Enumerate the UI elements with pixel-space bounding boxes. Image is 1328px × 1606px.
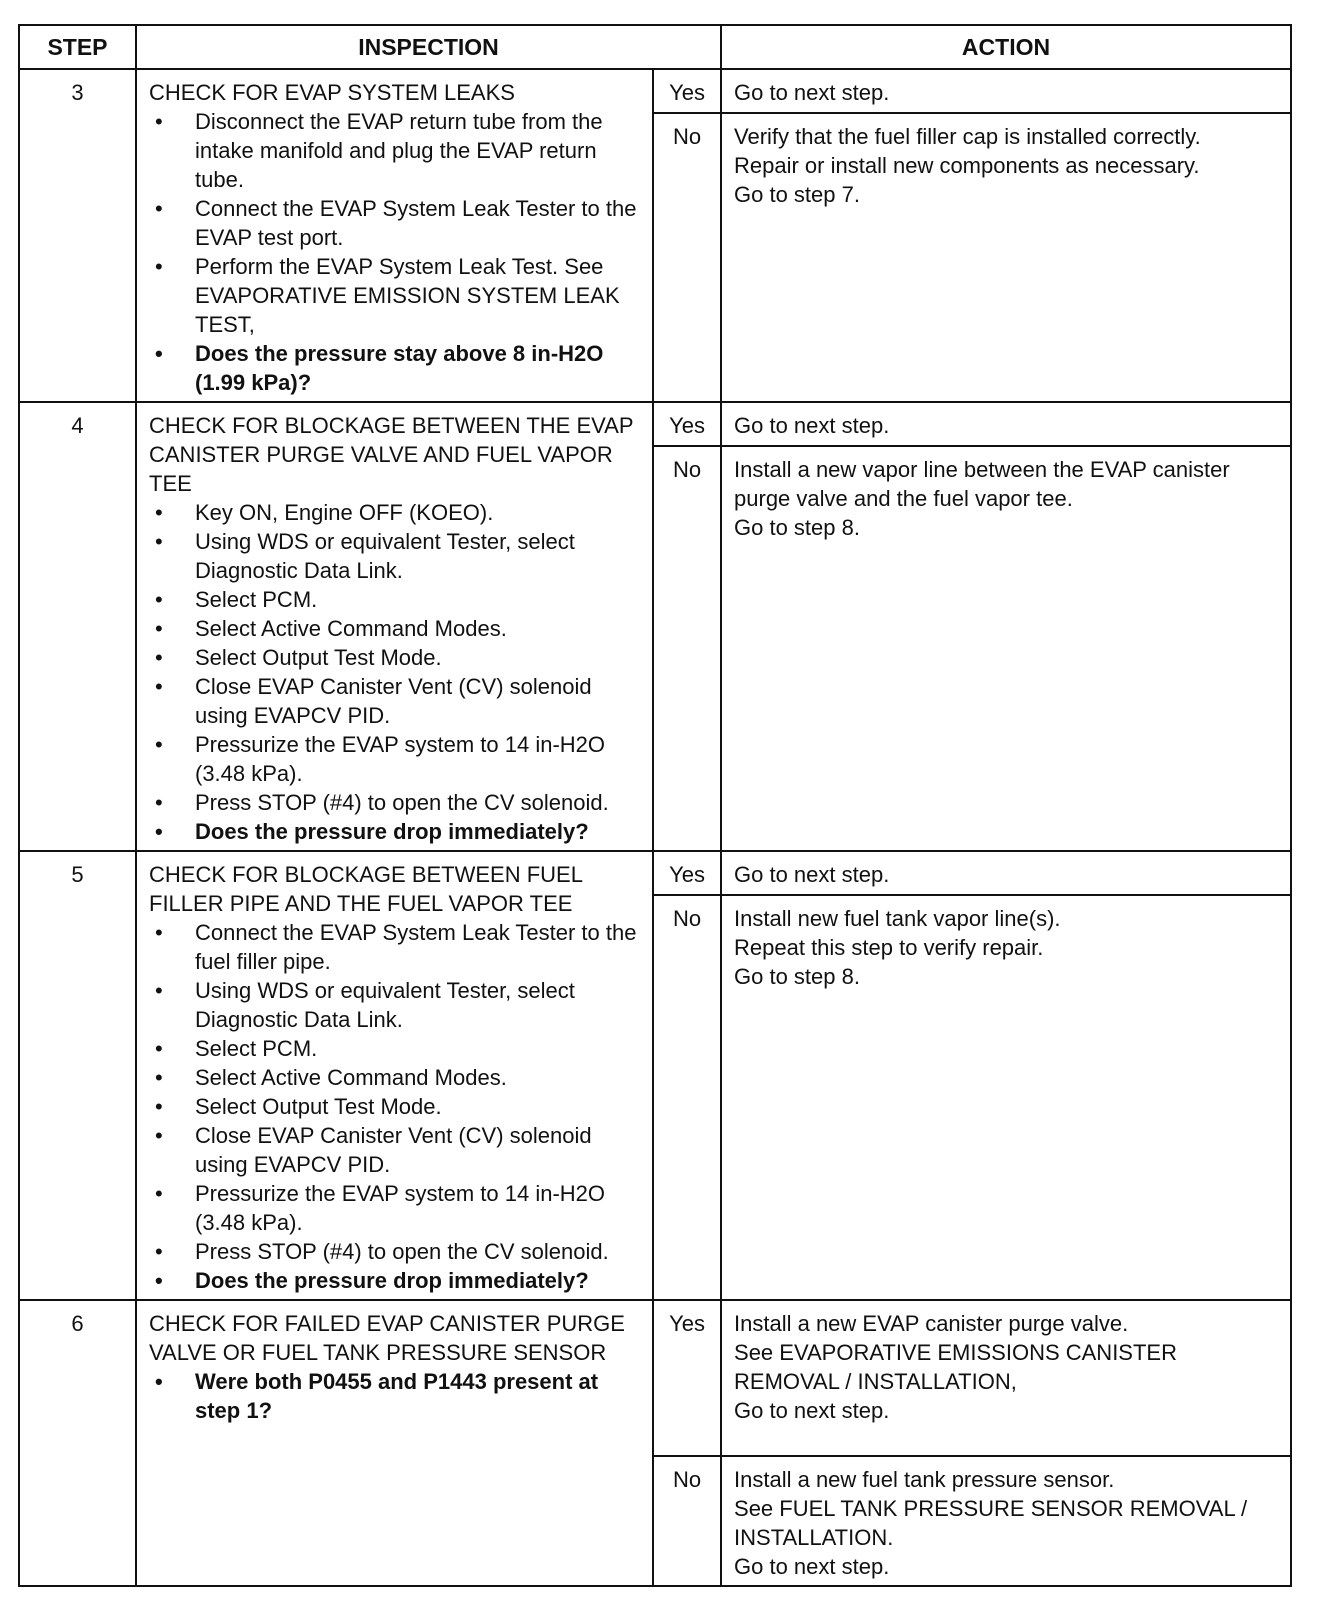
- table-row: [19, 69, 1291, 113]
- action-line: Go to next step.: [734, 80, 890, 105]
- action-line: Go to step 7.: [734, 182, 860, 208]
- step-number: 5: [19, 851, 136, 1300]
- inspection-bullet: • Using WDS or equivalent Tester, select Diagnostic Data Link.: [149, 527, 644, 585]
- action-line: Go to step 8.: [734, 964, 860, 990]
- action-line: See EVAPORATIVE EMISSIONS CANISTER REMOVAL / INSTALLATION,: [734, 1340, 1177, 1394]
- diagnostic-table: [18, 24, 1292, 1587]
- action-line: Repeat this step to verify repair.: [734, 935, 1044, 961]
- header-action: ACTION: [721, 25, 1291, 69]
- action-line: Go to next step.: [734, 1398, 890, 1423]
- inspection-bullet: • Disconnect the EVAP return tube from the intake manifold and plug the EVAP return tube.: [149, 107, 644, 194]
- action-line: Install a new vapor line between the EVAP canister purge valve and the fuel vapor tee.: [734, 457, 1230, 512]
- no-label: No: [653, 113, 721, 402]
- action-line: See FUEL TANK PRESSURE SENSOR REMOVAL / INSTALLATION.: [734, 1496, 1248, 1550]
- inspection-bullet: • Does the pressure drop immediately?: [149, 817, 644, 846]
- table-row: [19, 851, 1291, 895]
- action-line: Go to next step.: [734, 1554, 890, 1579]
- yes-label: Yes: [653, 402, 721, 446]
- no-action: [721, 895, 1291, 1300]
- inspection-bullets: [149, 1367, 644, 1425]
- no-action: [721, 446, 1291, 851]
- yes-label: Yes: [653, 1300, 721, 1456]
- no-action: [721, 1456, 1291, 1586]
- inspection-cell: [136, 402, 653, 851]
- inspection-bullet: • Select Output Test Mode.: [149, 643, 644, 672]
- step-number: 6: [19, 1300, 136, 1586]
- inspection-cell: [136, 69, 653, 402]
- action-line: Verify that the fuel filler cap is installed correctly.: [734, 124, 1201, 150]
- inspection-bullet: • Connect the EVAP System Leak Tester to the fuel filler pipe.: [149, 918, 644, 976]
- table-row: [19, 1300, 1291, 1456]
- inspection-title: CHECK FOR BLOCKAGE BETWEEN THE EVAP CANISTER PURGE VALVE AND FUEL VAPOR TEE: [149, 413, 634, 496]
- action-line: Install a new fuel tank pressure sensor.: [734, 1467, 1115, 1492]
- inspection-bullet: • Does the pressure drop immediately?: [149, 1266, 644, 1295]
- yes-action: [721, 69, 1291, 113]
- no-label: No: [653, 1456, 721, 1586]
- inspection-title: CHECK FOR FAILED EVAP CANISTER PURGE VALVE OR FUEL TANK PRESSURE SENSOR: [149, 1311, 625, 1365]
- yes-label: Yes: [653, 69, 721, 113]
- header-inspection: INSPECTION: [136, 25, 721, 69]
- table-row: [19, 402, 1291, 446]
- yes-action: [721, 851, 1291, 895]
- header-row: [19, 25, 1291, 69]
- inspection-bullet: • Key ON, Engine OFF (KOEO).: [149, 498, 644, 527]
- inspection-bullet: • Connect the EVAP System Leak Tester to the EVAP test port.: [149, 194, 644, 252]
- action-line: Install new fuel tank vapor line(s).: [734, 906, 1061, 932]
- header-step: STEP: [19, 25, 136, 69]
- action-line: Go to next step.: [734, 413, 890, 438]
- inspection-title: CHECK FOR EVAP SYSTEM LEAKS: [149, 80, 515, 105]
- inspection-title: CHECK FOR BLOCKAGE BETWEEN FUEL FILLER PIPE AND THE FUEL VAPOR TEE: [149, 862, 583, 916]
- inspection-bullets: [149, 107, 644, 397]
- yes-action: [721, 402, 1291, 446]
- inspection-cell: [136, 851, 653, 1300]
- action-line: Go to next step.: [734, 862, 890, 887]
- inspection-bullet: • Perform the EVAP System Leak Test. See EVAPORATIVE EMISSION SYSTEM LEAK TEST,: [149, 252, 644, 339]
- inspection-bullet: • Close EVAP Canister Vent (CV) solenoid using EVAPCV PID.: [149, 672, 644, 730]
- inspection-bullet: • Select PCM.: [149, 585, 644, 614]
- inspection-bullet: • Using WDS or equivalent Tester, select Diagnostic Data Link.: [149, 976, 644, 1034]
- inspection-cell: [136, 1300, 653, 1586]
- table-body: [19, 69, 1291, 1586]
- inspection-bullet: • Close EVAP Canister Vent (CV) solenoid using EVAPCV PID.: [149, 1121, 644, 1179]
- inspection-bullet: • Press STOP (#4) to open the CV solenoid.: [149, 788, 644, 817]
- step-number: 3: [19, 69, 136, 402]
- inspection-bullets: [149, 918, 644, 1295]
- inspection-bullet: • Select Active Command Modes.: [149, 1063, 644, 1092]
- no-action: [721, 113, 1291, 402]
- inspection-bullet: • Press STOP (#4) to open the CV solenoid.: [149, 1237, 644, 1266]
- inspection-bullet: • Does the pressure stay above 8 in-H2O (1.99 kPa)?: [149, 339, 644, 397]
- inspection-bullet: • Select PCM.: [149, 1034, 644, 1063]
- inspection-bullet: • Pressurize the EVAP system to 14 in-H2O (3.48 kPa).: [149, 1179, 644, 1237]
- no-label: No: [653, 446, 721, 851]
- inspection-bullet: • Select Output Test Mode.: [149, 1092, 644, 1121]
- inspection-bullet: • Pressurize the EVAP system to 14 in-H2O (3.48 kPa).: [149, 730, 644, 788]
- yes-action: [721, 1300, 1291, 1456]
- action-line: Install a new EVAP canister purge valve.: [734, 1311, 1129, 1336]
- step-number: 4: [19, 402, 136, 851]
- inspection-bullet: • Select Active Command Modes.: [149, 614, 644, 643]
- no-label: No: [653, 895, 721, 1300]
- inspection-bullets: [149, 498, 644, 846]
- action-line: Repair or install new components as necessary.: [734, 153, 1200, 179]
- action-line: Go to step 8.: [734, 515, 860, 541]
- inspection-bullet: • Were both P0455 and P1443 present at step 1?: [149, 1367, 644, 1425]
- yes-label: Yes: [653, 851, 721, 895]
